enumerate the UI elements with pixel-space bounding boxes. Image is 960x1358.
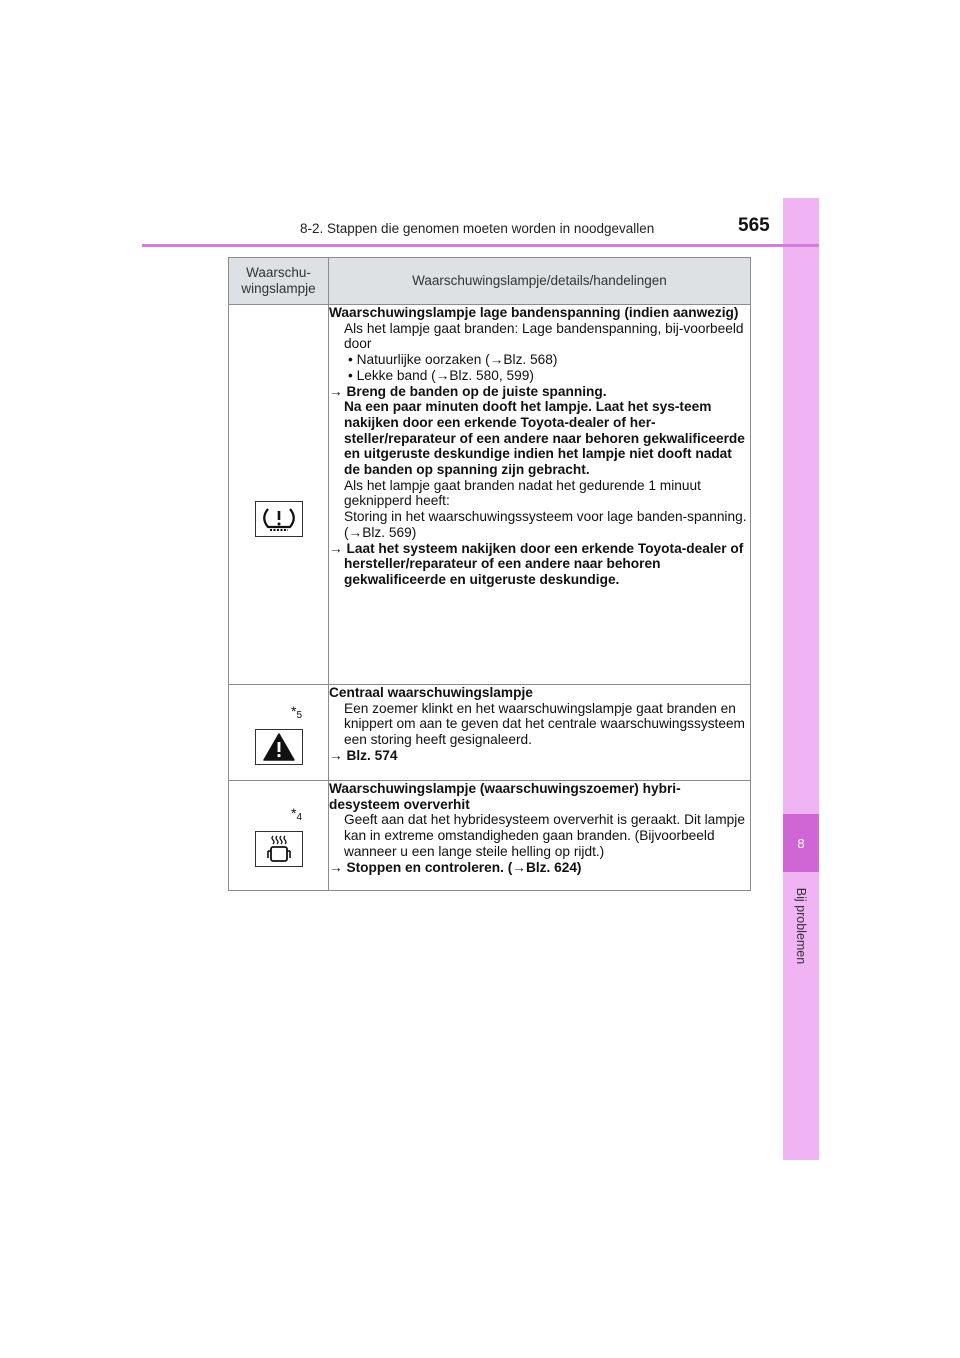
row-text: [329, 685, 751, 781]
row-line: Als het lampje gaat branden nadat het gedurende 1 minuut geknipperd heeft:: [344, 477, 701, 509]
hybrid-overheat-icon: [255, 831, 303, 867]
row-action: → Laat het systeem nakijken door een erkende Toyota-dealer of hersteller/reparateur of een andere naar behoren gekwalificeerde en uitgeruste deskundige.: [329, 540, 744, 587]
chapter-number: 8: [783, 814, 819, 872]
table-row: [229, 685, 751, 781]
chapter-side-tab: [783, 198, 819, 1160]
footnote-marker: $*_4$: [291, 805, 303, 823]
row-line: Een zoemer klinkt en het waarschuwingslampje gaat branden en knippert om aan te geven dat het centrale waarschuwingssysteem een storing heeft gesignaleerd.: [344, 700, 745, 748]
row-text: [329, 781, 751, 891]
header-rule: [142, 244, 819, 247]
row-action: → Breng de banden op de juiste spanning.: [329, 383, 607, 399]
row-line: Storing in het waarschuwingssysteem voor lage banden-spanning. (→Blz. 569): [344, 509, 747, 540]
row-bullet: • Lekke band (→Blz. 580, 599): [348, 367, 534, 383]
tire-pressure-warning-icon: [255, 501, 303, 537]
row-line: Als het lampje gaat branden: Lage bandenspanning, bij-voorbeeld door: [344, 320, 744, 352]
col-header-lamp: Waarschu- wingslampje: [229, 258, 329, 305]
section-title: 8-2. Stappen die genomen moeten worden in noodgevallen: [300, 221, 655, 236]
footnote-marker: $*_5$: [291, 703, 303, 721]
row-text: [329, 305, 751, 685]
col-header-details: Waarschuwingslampje/details/handelingen: [329, 258, 751, 305]
icon-cell: [229, 305, 329, 685]
table-header-row: [229, 258, 751, 305]
row-action: → Stoppen en controleren. (→Blz. 624): [329, 859, 582, 875]
row-bullet: • Natuurlijke oorzaken (→Blz. 568): [348, 352, 558, 368]
row-line: Na een paar minuten dooft het lampje. Laat het sys-teem nakijken door een erkende Toyota-dealer of her-steller/reparateur of een andere naar behoren gekwalificeerde en uitgeruste deskundige indien het lampje niet dooft nadat de banden op spanning zijn gebracht.: [344, 399, 745, 478]
row-heading: Waarschuwingslampje lage bandenspanning (indien aanwezig): [329, 305, 739, 320]
row-line: Geeft aan dat het hybridesysteem oververhit is geraakt. Dit lampje kan in extreme omstandigheden gaan branden. (Bijvoorbeeld wanneer u een lange steile helling op rijdt.): [344, 812, 745, 859]
icon-cell: [229, 781, 329, 891]
table-row: [229, 305, 751, 685]
icon-cell: [229, 685, 329, 781]
row-heading: Centraal waarschuwingslampje: [329, 685, 533, 700]
page-number: 565: [738, 215, 770, 236]
table-row: [229, 781, 751, 891]
row-heading: Waarschuwingslampje (waarschuwingszoemer) hybri-desysteem oververhit: [329, 781, 681, 812]
chapter-label: Bij problemen: [794, 887, 808, 965]
warning-lights-table: [228, 257, 751, 891]
row-action: → Blz. 574: [329, 747, 398, 763]
master-warning-triangle-icon: [255, 729, 303, 765]
